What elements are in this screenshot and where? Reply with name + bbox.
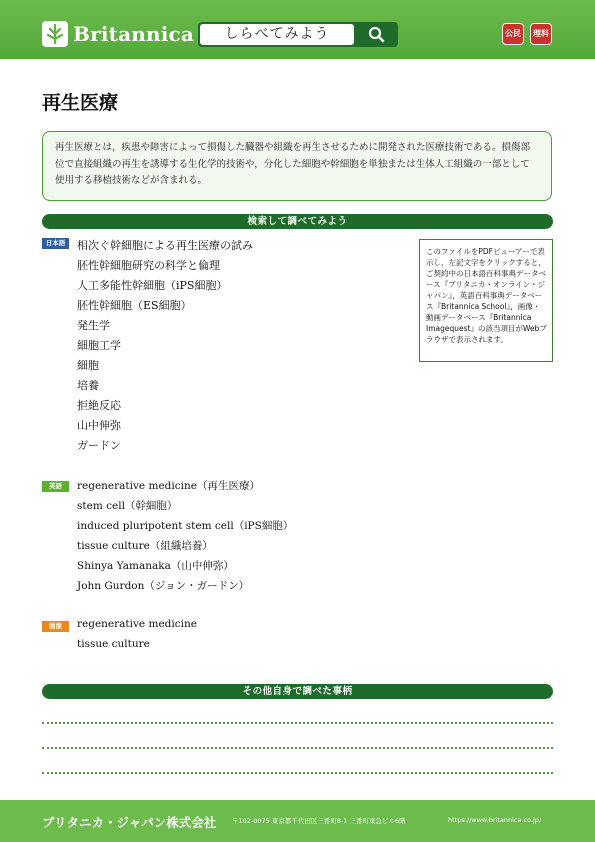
japanese-term-link[interactable]: 細胞工学 (77, 339, 121, 352)
writing-line (42, 722, 553, 724)
search-bar[interactable] (198, 22, 398, 47)
english-term-link[interactable]: regenerative medicine（再生医療） (77, 480, 260, 492)
japanese-term-link[interactable]: 発生学 (77, 319, 110, 332)
summary-box: 再生医療とは，疾患や障害によって損傷した臓器や組織を再生させるために開発された医療技術である。損傷部位で直接組織の再生を誘導する生化学的技術や，分化した細胞や幹細胞を単独または生体人工組織の一部として使用する移植技術などが含まれる。 (42, 131, 552, 201)
search-icon (356, 22, 398, 47)
english-term-link[interactable]: Shinya Yamanaka（山中伸弥） (77, 560, 234, 572)
search-input[interactable]: しらべてみよう (200, 24, 354, 45)
pdf-usage-note: このファイルをPDFビューアーで表示し，左記文字をクリックすると，ご契約中の日本語百科事典データベース『ブリタニカ・オンライン・ジャパン』，英語百科事典データベース『Britannica School』，画像・動画データベース『Britannica Imagequest』の該当項目がWebブラウザで表示されます。 (419, 239, 553, 362)
japanese-term-link[interactable]: 細胞 (77, 359, 99, 372)
english-tag: 英語 (42, 481, 69, 492)
japanese-term-link[interactable]: 拒絶反応 (77, 399, 121, 412)
english-term-link[interactable]: tissue culture（組織培養） (77, 540, 213, 552)
japanese-term-link[interactable]: 胚性幹細胞研究の科学と倫理 (77, 259, 220, 272)
footer (0, 800, 595, 842)
english-term-link[interactable]: induced pluripotent stem cell（iPS細胞） (77, 520, 294, 532)
japanese-term-link[interactable]: 培養 (77, 379, 99, 392)
japanese-tag: 日本語 (42, 238, 69, 249)
company-name: ブリタニカ・ジャパン株式会社 (42, 815, 217, 830)
writing-line (42, 747, 553, 749)
writing-line (42, 772, 553, 774)
japanese-term-link[interactable]: ガードン (77, 439, 121, 452)
english-term-link[interactable]: John Gurdon（ジョン・ガードン） (77, 580, 250, 592)
badge-science: 理科 (530, 23, 552, 45)
thistle-icon (42, 21, 68, 47)
image-term-link[interactable]: tissue culture (77, 638, 150, 650)
search-section-heading: 検索して調べてみよう (42, 214, 553, 229)
japanese-term-link[interactable]: 人工多能性幹細胞（iPS細胞） (77, 279, 228, 292)
page-title: 再生医療 (42, 92, 119, 114)
brand-name: Britannica (73, 22, 195, 46)
image-tag: 画像 (42, 621, 69, 632)
english-term-link[interactable]: stem cell（幹細胞） (77, 500, 178, 512)
company-address: 〒102-0075 東京都千代田区三番町8-1 三番町東急ビル6階 (232, 817, 406, 825)
website-link[interactable]: https://www.britannica.co.jp/ (448, 816, 542, 824)
japanese-term-link[interactable]: 胚性幹細胞（ES細胞） (77, 299, 192, 312)
japanese-term-link[interactable]: 相次ぐ幹細胞による再生医療の試み (77, 239, 253, 252)
japanese-term-link[interactable]: 山中伸弥 (77, 419, 121, 432)
image-term-link[interactable]: regenerative medicine (77, 618, 197, 630)
other-section-heading: その他自身で調べた事柄 (42, 684, 553, 699)
header (0, 0, 595, 59)
search-button[interactable] (356, 22, 398, 47)
badge-civics: 公民 (502, 23, 524, 45)
